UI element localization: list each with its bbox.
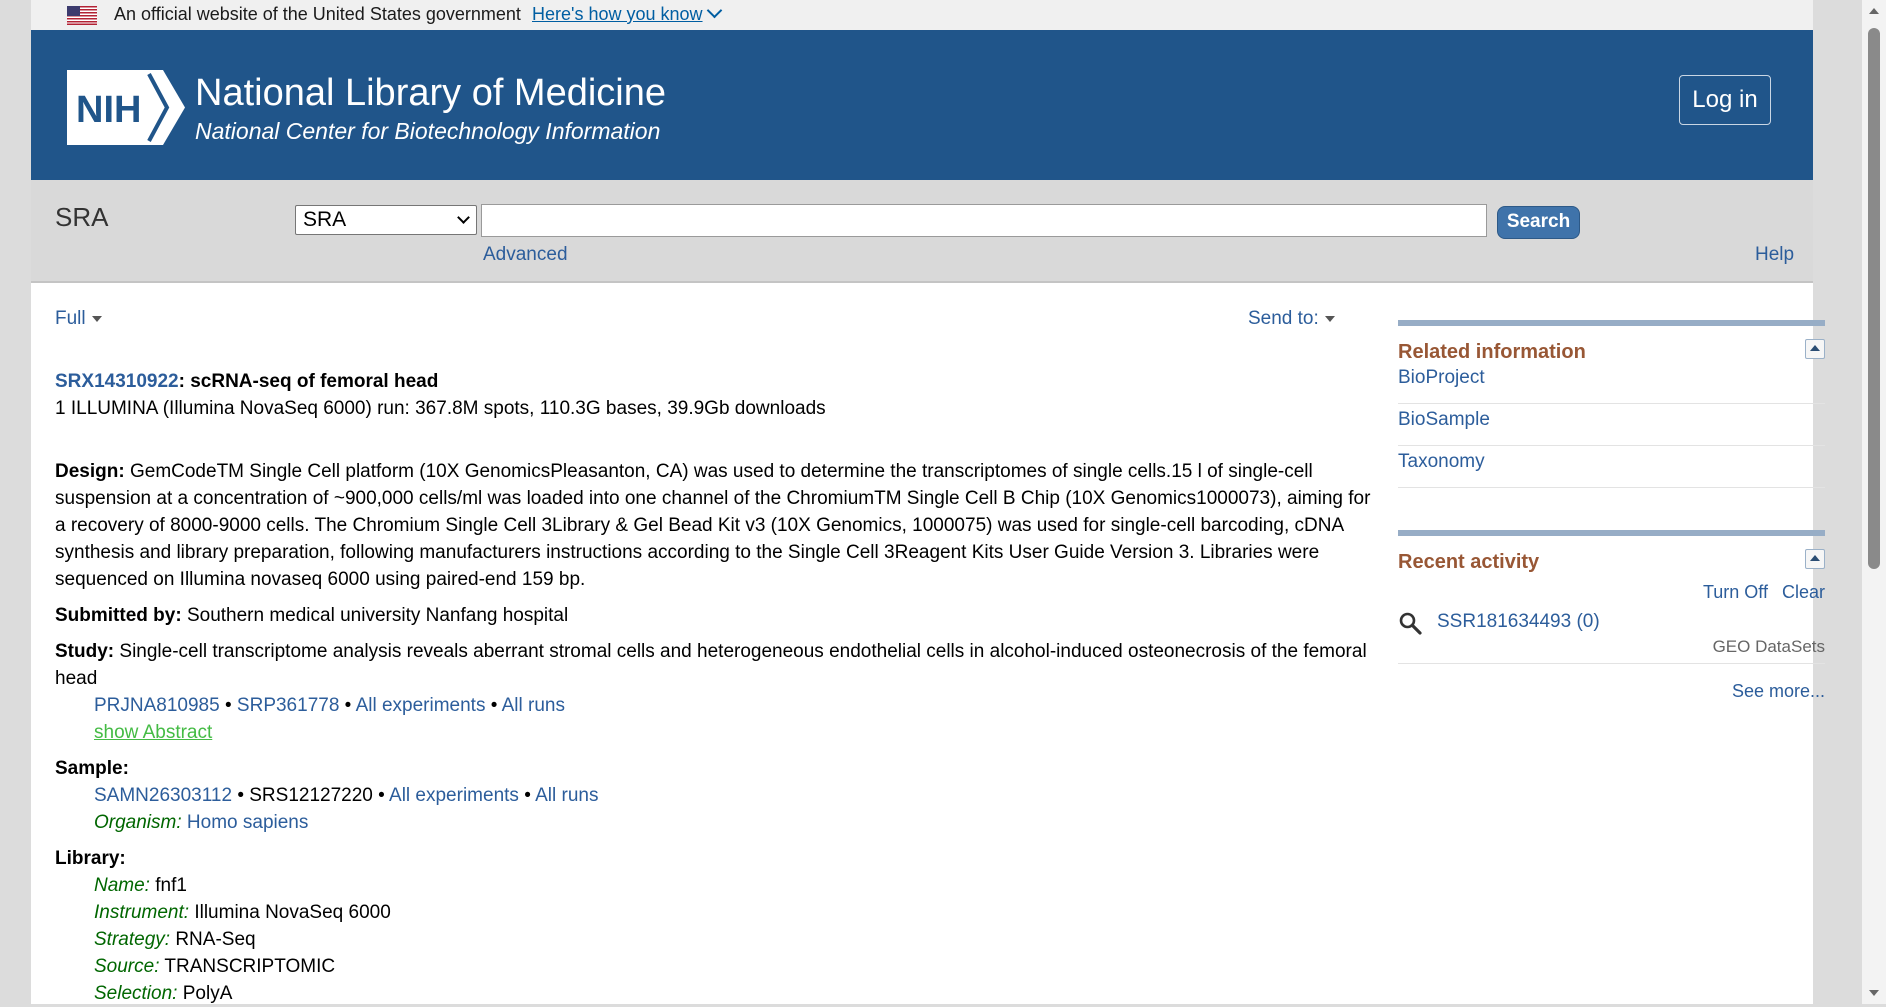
submitted-by (55, 602, 1375, 629)
instrument-value: Illumina NovaSeq 6000 (194, 902, 391, 923)
separator: • (378, 785, 385, 806)
login-button[interactable]: Log in (1679, 75, 1771, 125)
triangle-up-icon (1810, 555, 1820, 561)
nih-logo-text: NIH (76, 89, 142, 131)
search-bar (31, 180, 1813, 283)
search-button[interactable]: Search (1497, 206, 1580, 239)
caret-down-icon (1325, 316, 1335, 322)
advanced-search-link[interactable]: Advanced (483, 244, 568, 265)
recent-activity-controls (1398, 582, 1825, 603)
record-title-text: : scRNA-seq of femoral head (178, 371, 439, 392)
source-label: Source: (94, 956, 160, 977)
study-label: Study: (55, 641, 115, 662)
library-instrument-row (55, 899, 1375, 926)
vertical-scrollbar[interactable] (1862, 0, 1886, 1004)
sample-all-experiments-link[interactable]: All experiments (389, 785, 519, 806)
separator: • (490, 695, 498, 716)
caret-down-icon (92, 316, 102, 322)
database-name: SRA (55, 202, 109, 232)
gov-banner-text: An official website of the United States government (114, 4, 521, 24)
library-name-label: Name: (94, 875, 150, 896)
selection-label: Selection: (94, 983, 178, 1004)
study-links (55, 692, 1375, 719)
recent-item-database: GEO DataSets (1712, 637, 1825, 656)
study-all-runs-link[interactable]: All runs (501, 695, 565, 716)
nih-logo[interactable] (67, 70, 185, 145)
scroll-up-arrow-icon[interactable] (1869, 8, 1879, 14)
recent-activity-title: Recent activity (1398, 551, 1540, 573)
portlet-header (1398, 326, 1825, 362)
help-link[interactable]: Help (1755, 244, 1795, 265)
heres-how-you-know-link[interactable] (532, 4, 720, 25)
ncbi-subtitle[interactable]: National Center for Biotechnology Information (195, 118, 661, 144)
recent-activity-portlet (1398, 530, 1825, 702)
biosample-link[interactable]: SAMN26303112 (94, 785, 233, 806)
submitted-value: Southern medical university Nanfang hospital (186, 605, 569, 626)
strategy-value: RNA-Seq (175, 929, 256, 950)
related-information-title: Related information (1398, 341, 1586, 363)
study-title: Single-cell transcriptome analysis reveals aberrant stromal cells and heterogeneous endothelial cells in alcohol-induced osteonecrosis of the femoral head (55, 641, 1367, 689)
send-to-label: Send to: (1248, 308, 1319, 329)
sample-all-runs-link[interactable]: All runs (535, 785, 599, 806)
gov-banner (31, 0, 1813, 30)
triangle-up-icon (1810, 345, 1820, 351)
us-flag-icon (67, 6, 97, 25)
related-item-bioproject[interactable]: BioProject (1398, 362, 1825, 404)
design-section (55, 458, 1375, 593)
record-details (55, 368, 1375, 1007)
related-item-taxonomy[interactable]: Taxonomy (1398, 446, 1825, 488)
bioproject-link[interactable]: PRJNA810985 (94, 695, 220, 716)
library-name-row (55, 872, 1375, 899)
srs-accession: SRS12127220 (249, 785, 373, 806)
design-label: Design: (55, 461, 125, 482)
database-select[interactable] (295, 205, 477, 235)
recent-item-label[interactable]: SSR181634493 (0) (1437, 611, 1600, 632)
search-icon (1398, 611, 1422, 635)
site-header (31, 30, 1813, 180)
instrument-label: Instrument: (94, 902, 190, 923)
heres-how-you-know-label: Here's how you know (532, 4, 703, 24)
library-strategy-row (55, 926, 1375, 953)
design-text: GemCodeTM Single Cell platform (10X GenomicsPleasanton, CA) was used to determine the transcriptomes of single cells.15 l of single-cell suspension at a concentration of ~900,000 cells/ml was loaded into one channel of the ChromiumTM Single Cell B Chip (10X Genomics1000073), aiming for a recovery of 8000-9000 cells. The Chromium Single Cell 3Library & Gel Bead Kit v3 (10X Genomics, 1000075) was used for single-cell barcoding, cDNA synthesis and library preparation, following manufacturers instructions according to the Single Cell 3Reagent Kits User Guide Version 3. Libraries were sequenced on Illumina novaseq 6000 using paired-end 159 bp. (55, 461, 1371, 590)
turn-off-link[interactable]: Turn Off (1702, 582, 1768, 602)
organism-row (55, 809, 1375, 836)
sample-links (55, 782, 1375, 809)
related-item-biosample[interactable]: BioSample (1398, 404, 1825, 446)
collapse-button[interactable] (1805, 549, 1825, 569)
separator: • (344, 695, 352, 716)
scrollbar-thumb[interactable] (1868, 28, 1880, 569)
recent-activity-item[interactable] (1398, 603, 1825, 664)
scroll-down-arrow-icon[interactable] (1869, 990, 1879, 996)
record-summary: 1 ILLUMINA (Illumina NovaSeq 6000) run: 367.8M spots, 110.3G bases, 39.9Gb downloads (55, 398, 826, 419)
study-section (55, 638, 1375, 692)
send-to-menu[interactable] (1248, 308, 1335, 330)
library-label: Library: (55, 848, 126, 869)
portlet-header (1398, 536, 1825, 572)
library-source-row (55, 953, 1375, 980)
format-label: Full (55, 308, 86, 329)
database-select-value: SRA (303, 208, 347, 231)
library-selection-row (55, 980, 1375, 1007)
organism-label: Organism: (94, 812, 182, 833)
chevron-down-icon (457, 211, 470, 224)
strategy-label: Strategy: (94, 929, 171, 950)
search-input[interactable] (481, 204, 1487, 237)
separator: • (524, 785, 531, 806)
see-more-link[interactable]: See more... (1731, 681, 1825, 701)
collapse-button[interactable] (1805, 339, 1825, 359)
show-abstract-row (55, 719, 1375, 746)
record-title (55, 368, 1375, 395)
submitted-label: Submitted by: (55, 605, 182, 626)
separator: • (224, 695, 232, 716)
sample-label: Sample: (55, 758, 129, 779)
separator: • (237, 785, 244, 806)
related-information-portlet (1398, 320, 1825, 488)
accession-link[interactable]: SRX14310922 (55, 371, 179, 392)
srp-link[interactable]: SRP361778 (236, 695, 340, 716)
format-menu[interactable] (55, 308, 102, 330)
right-sidebar (1398, 320, 1825, 702)
nlm-title[interactable]: National Library of Medicine (195, 72, 667, 114)
library-name-value: fnf1 (155, 875, 187, 896)
organism-link[interactable]: Homo sapiens (186, 812, 309, 833)
chevron-down-icon (706, 3, 722, 19)
clear-link[interactable]: Clear (1781, 582, 1825, 602)
show-abstract-link[interactable]: show Abstract (94, 722, 213, 743)
study-all-experiments-link[interactable]: All experiments (355, 695, 486, 716)
page (31, 0, 1825, 1004)
source-value: TRANSCRIPTOMIC (164, 956, 336, 977)
selection-value: PolyA (182, 983, 233, 1004)
